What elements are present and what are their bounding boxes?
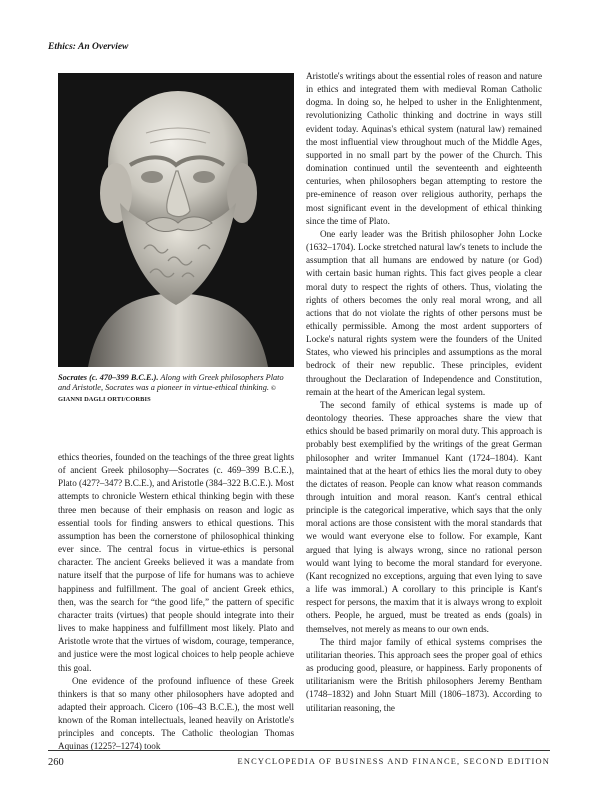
right-column [306, 70, 542, 715]
right-paragraph-2: One early leader was the British philosopher John Locke (1632–1704). Locke stretched natural law's tenets to include the assumption that all humans are endowed by nature (or God) with certain basic human rights. This fact gives people a clear moral duty to respect the rights of others. Thus, violating the rights of others becomes the only real moral wrong, and all actions that do not violate the rights of other persons must be ethically permissible. Among the most ardent supporters of Locke's natural rights system were the founders of the United States, who viewed his principles and assumptions as the moral bedrock of their new republic. These principles, evident throughout the Declaration of Independence and Constitution, remain at the heart of the American legal system. [306, 228, 542, 397]
page-number: 260 [48, 757, 64, 768]
right-paragraph-1: Aristotle's writings about the essential roles of reason and nature in ethics and integrated them with medieval Roman Catholic dogma. In doing so, he helped to usher in the Enlightenment, revolutionizing Catholic thinking and doctrine in ways still evident today. Aquinas's ethical system (natural law) remained the most influential view throughout much of the Middle Ages, supported in no small part by the power of the Church. This domination continued until the seventeenth and eighteenth centuries, when philosophers began attempting to restore the pre-eminence of reason over religious authority, perhaps the most significant event in the development of ethical thinking since the time of Plato. [306, 71, 542, 226]
photo-credit: © GIANNI DAGLI ORTI/CORBIS [58, 385, 276, 403]
left-column [58, 73, 294, 754]
figure-caption [58, 373, 294, 405]
right-paragraph-3: The second family of ethical systems is made up of deontology theories. These approaches share the view that ethics should be based primarily on moral duty. This approach is probably best exemplified by the writings of the great German philosopher and writer Immanuel Kant (1724–1804). Kant maintained that at the heart of ethics lies the moral duty to obey the dictates of reason. People can know what reason commands through intuition and moral reason. Kant's central ethical principle is the categorical imperative, which says that the only moral actions are those consistent with the moral standards that we would want everyone else to follow. For example, Kant argued that lying is always wrong, since no rational person would want lying to become the moral standard for everyone. (Kant recognized no exceptions, arguing that even lying to save a life was immoral.) A corollary to this principle is Kant's respect for persons, the maxim that it is always wrong to exploit others. People, he argued, must be treated as ends (goals) in themselves, not merely as means to our own ends. [306, 399, 542, 634]
left-paragraph-2: One evidence of the profound influence of these Greek thinkers is that so many other philosophers have adopted and adapted their approach. Cicero (106–43 B.C.E.), the most well known of the Roman intellectuals, leaned heavily on Aristotle's principles and concepts. The Catholic theologian Thomas Aquinas (1225?–1274) took [58, 675, 294, 752]
running-head: Ethics: An Overview [48, 42, 129, 52]
socrates-bust-photo [58, 73, 294, 367]
page-footer [48, 750, 550, 768]
left-paragraph-1: ethics theories, founded on the teachings of the three great lights of ancient Greek philosophy—Socrates (c. 469–399 B.C.E.), Plato (427?–347? B.C.E.), and Aristotle (384–322 B.C.E.). Most attempts to chronicle Western ethical thinking begin with these three men because of their emphasis on reason and logic as essential tools for finding answers to ethical questions. This assumption has been the cornerstone of philosophical thinking ever since. The central focus in virtue-ethics is personal character. The ancient Greeks believed it was a mandate from nature itself that the purpose of life for humans was to achieve happiness and fulfillment. The goal of ancient Greek ethics, then, was the search for “the good life,” the pattern of specific character traits (virtues) that people should integrate into their lives to make happiness and fulfillment most likely. Plato and Aristotle wrote that the virtues of wisdom, courage, temperance, and justice were the most logical choices to help people achieve this goal. [58, 452, 294, 673]
caption-text: Along with Greek philosophers Plato and Aristotle, Socrates was a pioneer in virtue-ethical thinking. [58, 373, 284, 392]
caption-title: Socrates (c. 470–399 B.C.E.). [58, 373, 159, 382]
socrates-bust-image [58, 73, 294, 367]
right-paragraph-4: The third major family of ethical systems comprises the utilitarian theories. This approach sees the proper goal of ethics as producing good, pleasure, or happiness. Early proponents of utilitarianism were the British philosophers Jeremy Bentham (1748–1832) and John Stuart Mill (1806–1873). According to utilitarian reasoning, the [306, 636, 542, 713]
publication-title: ENCYCLOPEDIA OF BUSINESS AND FINANCE, SECOND EDITION [237, 757, 550, 766]
